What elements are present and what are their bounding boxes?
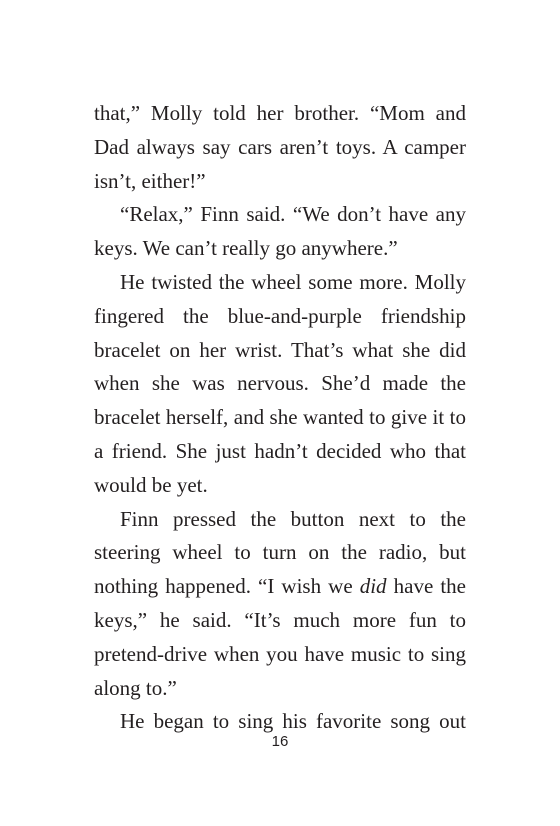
paragraph-3: He twisted the wheel some more. Molly fingered the blue-and-purple friendship bracelet on her wrist. That’s what she did when she was nervous. She’d made the bracelet herself, and she wanted to give it to a friend. She just hadn’t decided who that would be yet.: [94, 269, 466, 497]
paragraph-4-after: have the keys,” he said. “It’s much more fun to pretend-drive when you have music to sing along to.”: [94, 574, 467, 700]
emphasis-text: did: [359, 574, 387, 599]
paragraph-1: that,” Molly told her brother. “Mom and Dad always say cars aren’t toys. A camper isn’t, either!”: [94, 101, 466, 193]
body-text: [94, 97, 466, 739]
page-number: 16: [271, 733, 289, 750]
paragraph-4: [94, 503, 466, 706]
paragraph-4-before: Finn pressed the button next to the steering wheel to turn on the radio, but nothing happened. “I wish we: [94, 506, 466, 599]
paragraph-2: “Relax,” Finn said. “We don’t have any keys. We can’t really go anywhere.”: [94, 202, 466, 261]
paragraph-5: He began to sing his favorite song out: [120, 709, 466, 734]
